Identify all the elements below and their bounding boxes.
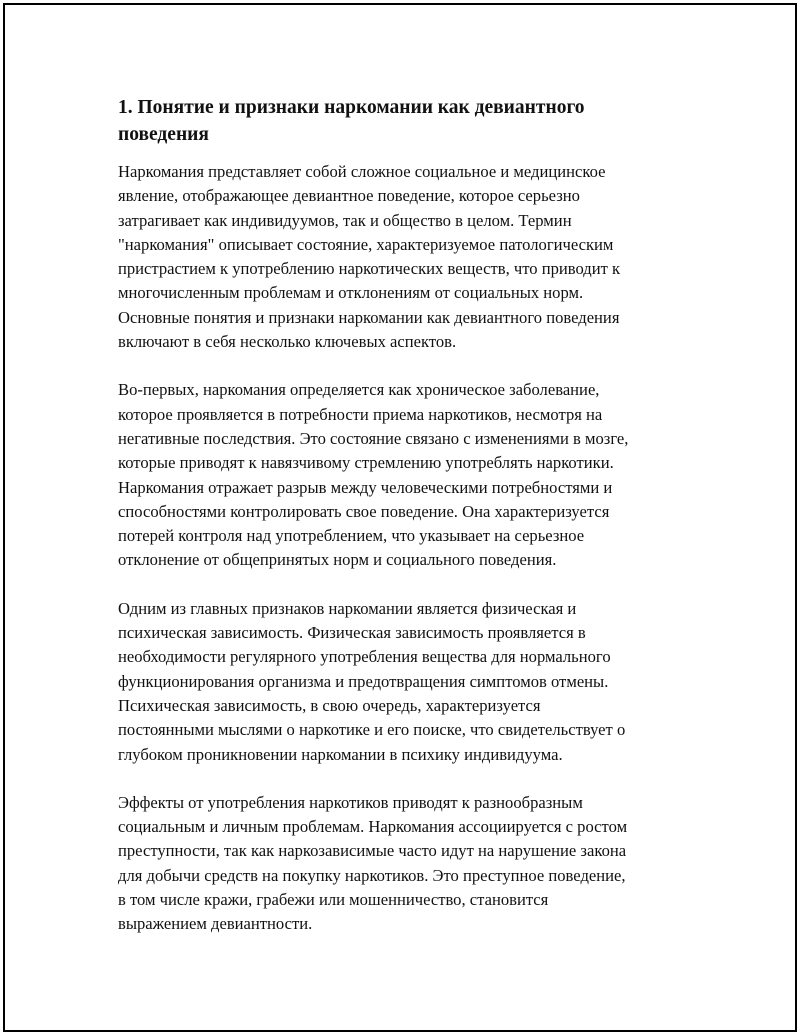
text-line: глубоком проникновении наркомании в психику индивидуума. [118,744,563,764]
paragraph-chronic-disease [118,378,698,572]
text-line: функционирования организма и предотвращения симптомов отмены. [118,671,609,691]
text-line: социальным и личным проблемам. Наркомания ассоциируется с ростом [118,817,628,837]
text-line: Во-первых, наркомания определяется как хроническое заболевание, [118,380,600,400]
text-line: пристрастием к употреблению наркотических веществ, что приводит к [118,259,621,279]
paragraph-intro [118,160,698,354]
text-line: потерей контроля над употреблением, что указывает на серьезное [118,526,585,546]
text-line: в том числе кражи, грабежи или мошенничество, становится [118,890,549,910]
text-line: "наркомания" описывает состояние, характеризуемое патологическим [118,234,614,254]
paragraph-effects [118,791,698,937]
text-line: Психическая зависимость, в свою очередь, характеризуется [118,695,541,715]
text-line: многочисленным проблемам и отклонениям от социальных норм. [118,283,584,303]
text-line: Наркомания отражает разрыв между человеческими потребностями и [118,477,613,497]
section-heading [118,94,698,148]
heading-line: 1. Понятие и признаки наркомании как девиантного [118,97,585,118]
text-line: преступности, так как наркозависимые часто идут на нарушение закона [118,841,627,861]
text-line: выражением девиантности. [118,914,313,934]
text-line: включают в себя несколько ключевых аспектов. [118,332,457,352]
text-line: Эффекты от употребления наркотиков приводят к разнообразным [118,792,583,812]
text-line: способностями контролировать свое поведение. Она характеризуется [118,501,610,521]
text-line: затрагивает как индивидуумов, так и общество в целом. Термин [118,210,572,230]
paragraph-dependence [118,597,698,767]
text-line: Одним из главных признаков наркомании является физическая и [118,598,577,618]
text-line: психическая зависимость. Физическая зависимость проявляется в [118,623,586,643]
text-line: явление, отображающее девиантное поведение, которое серьезно [118,186,580,206]
text-line: которое проявляется в потребности приема наркотиков, несмотря на [118,404,603,424]
text-line: постоянными мыслями о наркотике и его поиске, что свидетельствует о [118,720,626,740]
text-line: для добычи средств на покупку наркотиков. Это преступное поведение, [118,865,626,885]
text-line: необходимости регулярного употребления вещества для нормального [118,647,611,667]
text-line: которые приводят к навязчивому стремлению употреблять наркотики. [118,453,614,473]
text-line: отклонение от общепринятых норм и социального поведения. [118,550,557,570]
heading-line: поведения [118,124,209,145]
document-body [118,94,698,961]
text-line: негативные последствия. Это состояние связано с изменениями в мозге, [118,428,629,448]
text-line: Основные понятия и признаки наркомании как девиантного поведения [118,307,620,327]
text-line: Наркомания представляет собой сложное социальное и медицинское [118,162,606,181]
